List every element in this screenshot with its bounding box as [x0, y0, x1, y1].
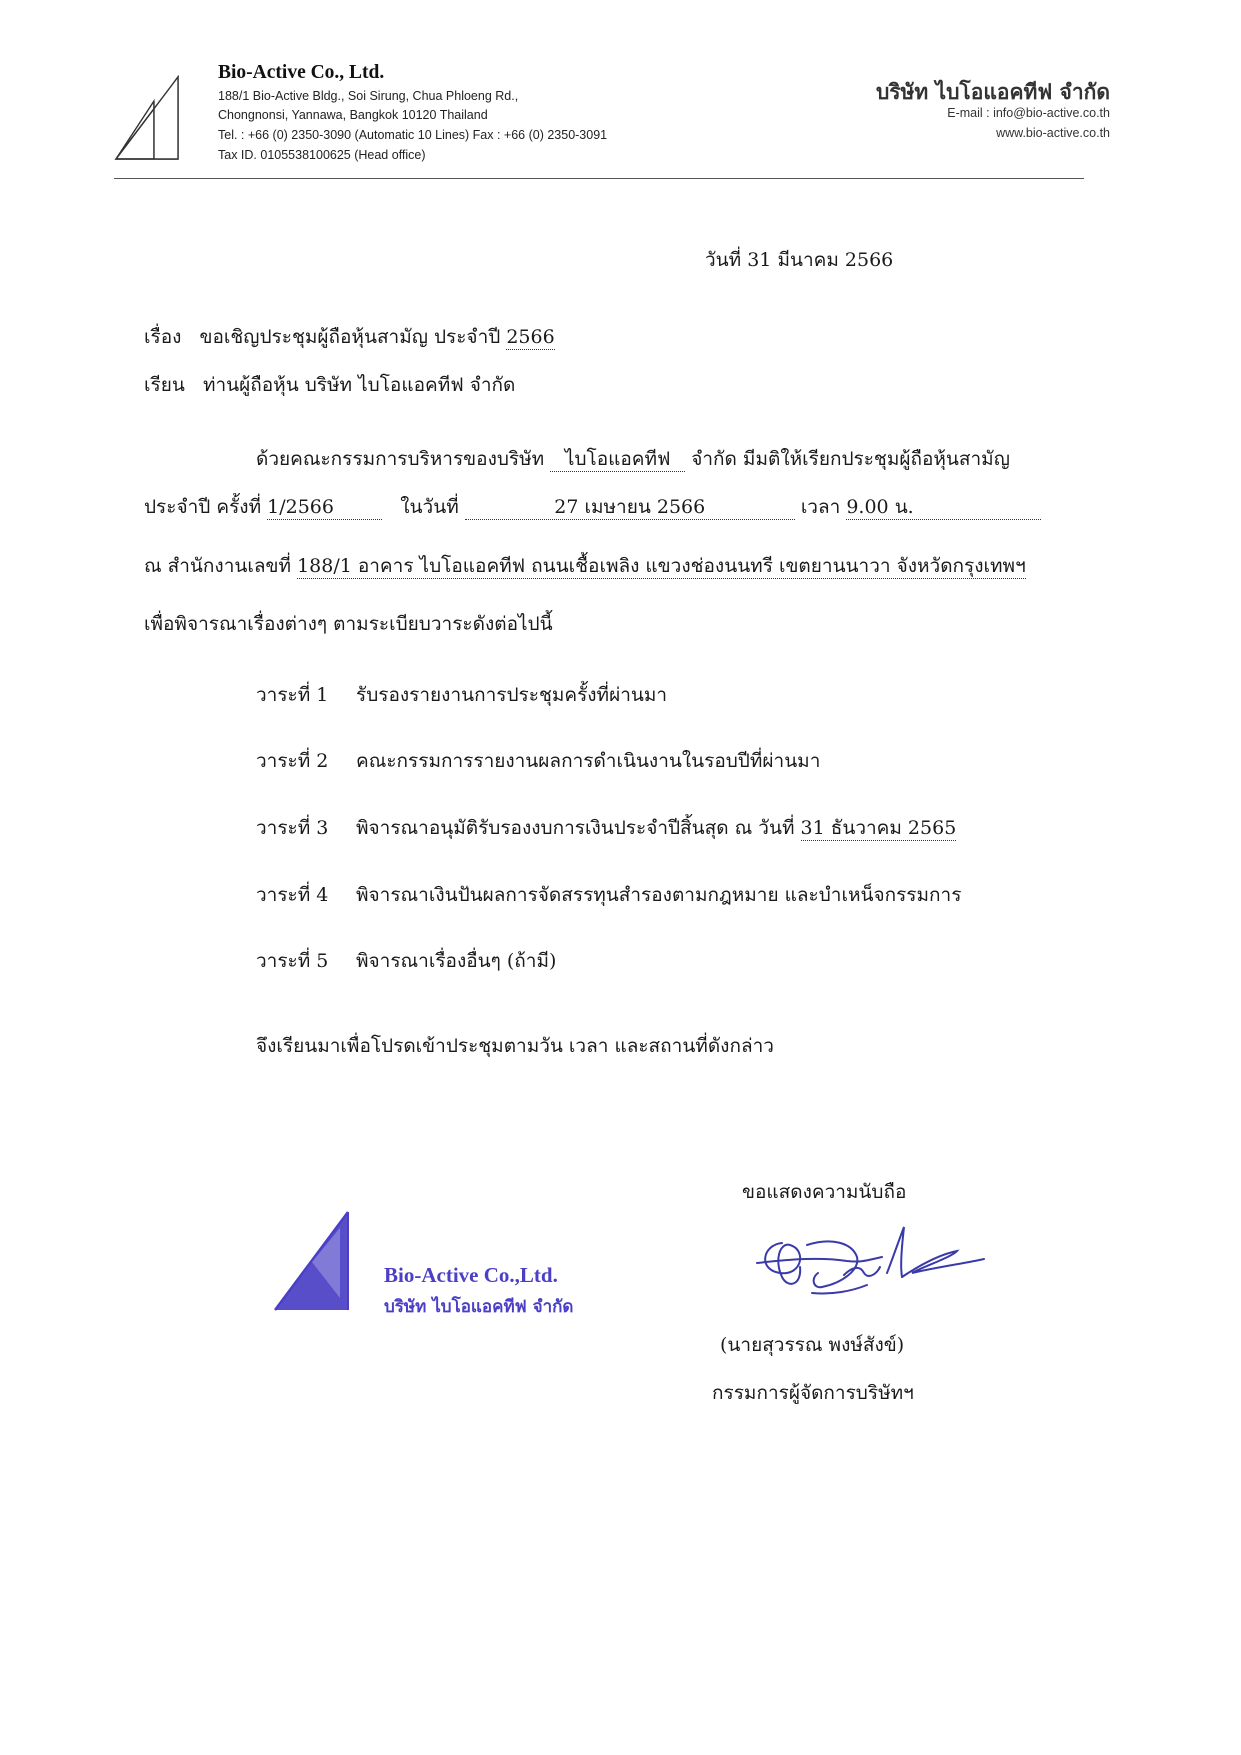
agenda-item-1	[256, 680, 667, 710]
agenda-item-5	[256, 946, 556, 976]
agenda-item-2	[256, 746, 820, 776]
phone-fax-line: Tel. : +66 (0) 2350-3090 (Automatic 10 Lines) Fax : +66 (0) 2350-3091	[218, 128, 608, 142]
agenda-label: วาระที่ 4	[256, 884, 329, 906]
agenda-text: รับรองรายงานการประชุมครั้งที่ผ่านมา	[356, 684, 668, 706]
company-logo-icon	[114, 71, 214, 161]
website-text: www.bio-active.co.th	[996, 126, 1110, 140]
signer-title: กรรมการผู้จัดการบริษัทฯ	[712, 1382, 914, 1404]
meeting-time-fill: 9.00 น.	[846, 497, 1041, 520]
paragraph-line-1	[256, 444, 1010, 474]
agenda-label: วาระที่ 5	[256, 950, 329, 972]
fiscal-year-end-fill: 31 ธันวาคม 2565	[800, 817, 957, 839]
subject-label: เรื่อง	[144, 326, 182, 348]
meeting-address-fill: 188/1 อาคาร ไบโอแอคทีฟ ถนนเชื้อเพลิง แขวงช่องนนทรี เขตยานนาวา จังหวัดกรุงเทพฯ	[297, 555, 1026, 577]
agenda-label: วาระที่ 2	[256, 750, 329, 772]
company-stamp-icon	[270, 1208, 390, 1328]
agenda-text: คณะกรรมการรายงานผลการดำเนินงานในรอบปีที่ผ่านมา	[356, 750, 821, 772]
para-text: ด้วยคณะกรรมการบริหารของบริษัท	[256, 448, 545, 470]
email-text: E-mail : info@bio-active.co.th	[947, 106, 1110, 120]
paragraph-line-4: เพื่อพิจารณาเรื่องต่างๆ ตามระเบียบวาระดังต่อไปนี้	[144, 613, 553, 635]
stamp-company-en: Bio-Active Co.,Ltd.	[384, 1263, 558, 1287]
agenda-label: วาระที่ 3	[256, 817, 329, 839]
subject-text: ขอเชิญประชุมผู้ถือหุ้นสามัญ ประจำปี	[199, 326, 501, 348]
agenda-item-3	[256, 813, 956, 843]
address-line: Chongnonsi, Yannawa, Bangkok 10120 Thailand	[218, 108, 488, 122]
to-text: ท่านผู้ถือหุ้น บริษัท ไบโอแอคทีฟ จำกัด	[202, 374, 516, 396]
agenda-text: พิจารณาเรื่องอื่นๆ (ถ้ามี)	[356, 950, 557, 972]
stamp-company-th: บริษัท ไบโอแอคทีฟ จำกัด	[384, 1297, 574, 1317]
to-line	[144, 370, 515, 400]
paragraph-line-3	[144, 551, 1026, 581]
paragraph-line-2	[144, 492, 1041, 522]
para-text: จำกัด มีมติให้เรียกประชุมผู้ถือหุ้นสามัญ	[691, 448, 1010, 470]
regards-text: ขอแสดงความนับถือ	[742, 1181, 907, 1203]
para-text: ประจำปี ครั้งที่	[144, 496, 262, 518]
to-label: เรียน	[144, 374, 185, 396]
meeting-date-fill: 27 เมษายน 2566	[465, 497, 795, 520]
company-fill: ไบโอแอคทีฟ	[550, 449, 685, 472]
para-text: เวลา	[800, 496, 841, 518]
company-name-th: บริษัท ไบโอแอคทีฟ จำกัด	[875, 80, 1110, 104]
agenda-item-4	[256, 880, 961, 910]
address-line: 188/1 Bio-Active Bldg., Soi Sirung, Chua Phloeng Rd.,	[218, 89, 519, 103]
agenda-text: พิจารณาเงินปันผลการจัดสรรทุนสำรองตามกฎหมาย และบำเหน็จกรรมการ	[356, 884, 962, 906]
agenda-text: พิจารณาอนุมัติรับรองงบการเงินประจำปีสิ้นสุด ณ วันที่	[356, 817, 795, 839]
header-divider	[114, 178, 1084, 179]
subject-line	[144, 322, 555, 352]
para-text: ณ สำนักงานเลขที่	[144, 555, 292, 577]
subject-year: 2566	[506, 326, 555, 348]
closing-line: จึงเรียนมาเพื่อโปรดเข้าประชุมตามวัน เวลา และสถานที่ดังกล่าว	[256, 1035, 774, 1057]
meeting-no-fill: 1/2566	[267, 497, 382, 520]
signer-name: (นายสุวรรณ พงษ์สังข์)	[720, 1334, 905, 1356]
company-name-en: Bio-Active Co., Ltd.	[218, 62, 385, 83]
para-text: ในวันที่	[400, 496, 459, 518]
letter-date: วันที่ 31 มีนาคม 2566	[705, 249, 894, 271]
tax-id-line: Tax ID. 0105538100625 (Head office)	[218, 148, 426, 162]
agenda-label: วาระที่ 1	[256, 684, 329, 706]
signature-icon	[752, 1215, 992, 1310]
